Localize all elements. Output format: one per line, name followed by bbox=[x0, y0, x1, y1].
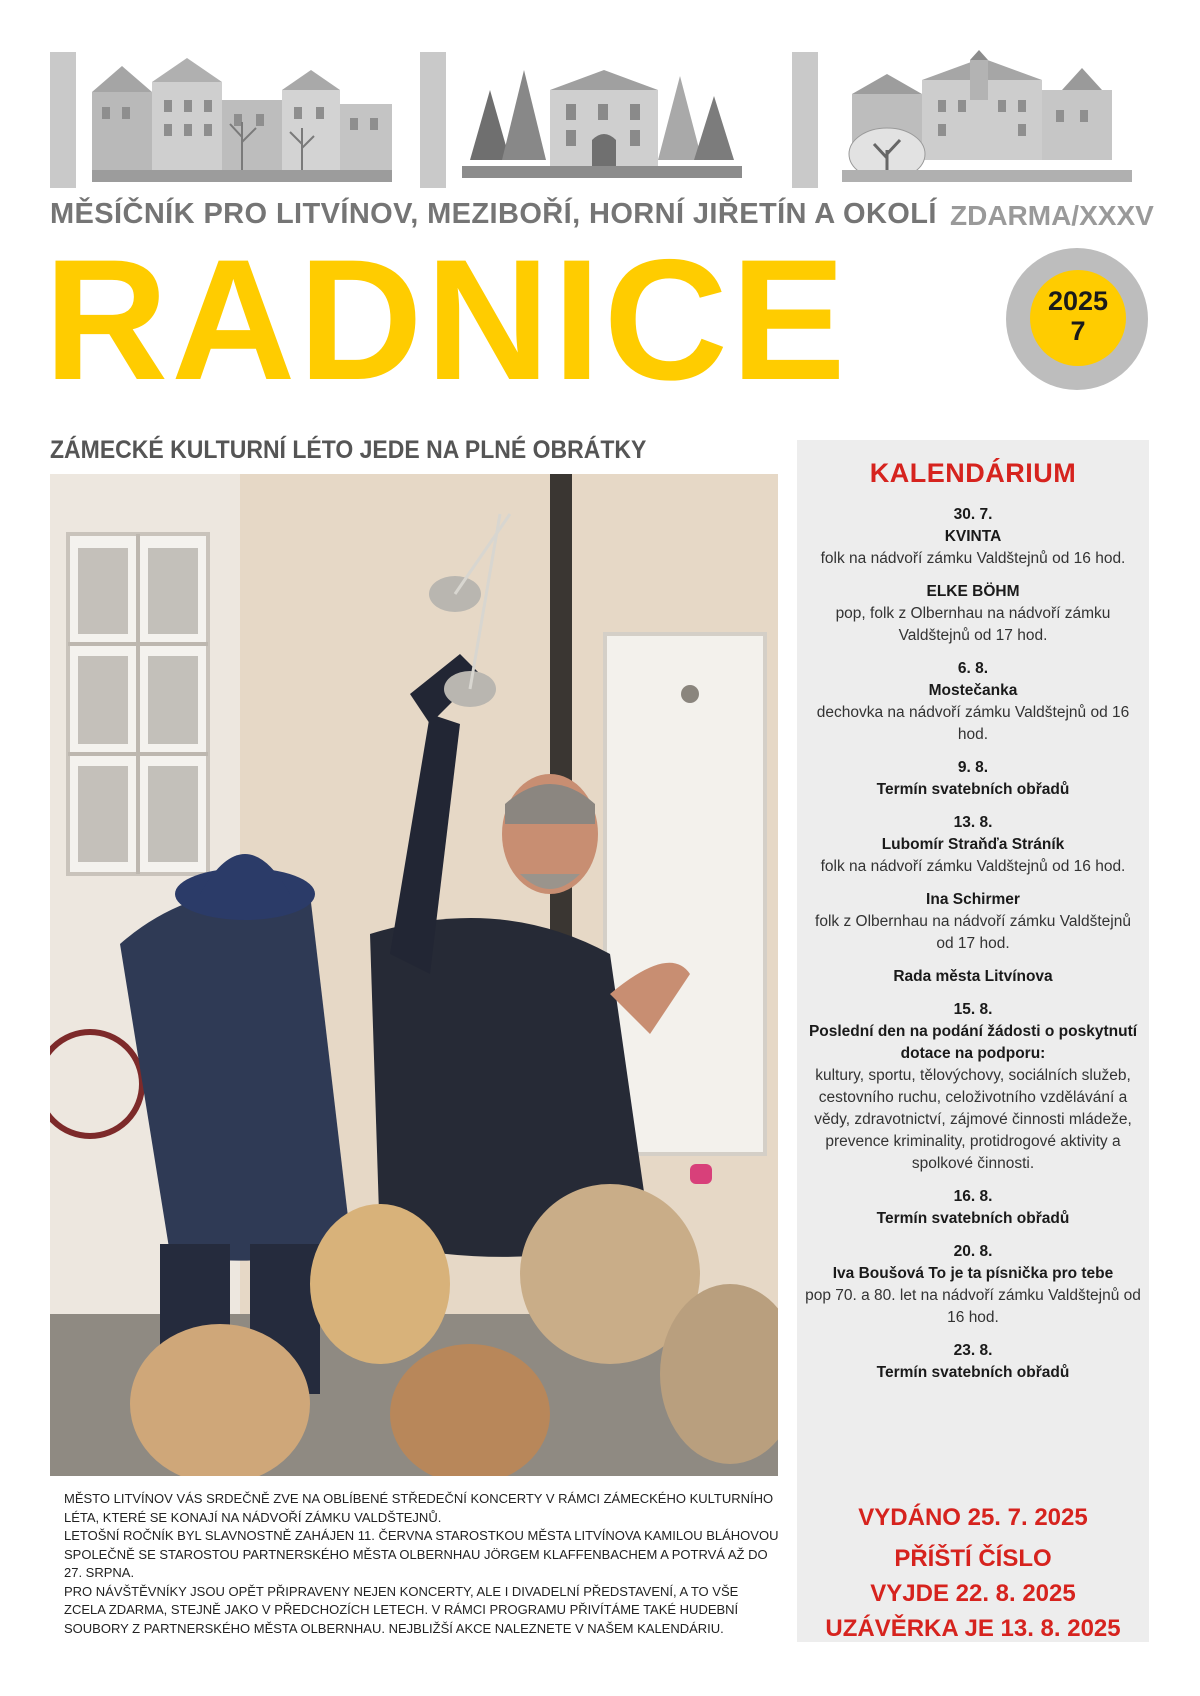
calendar-event bbox=[805, 966, 1141, 988]
calendar-event bbox=[805, 1340, 1141, 1384]
event-date: 30. 7. bbox=[953, 506, 993, 523]
calendar-event bbox=[805, 1241, 1141, 1329]
header-illustrations bbox=[0, 0, 1200, 200]
masthead-price: ZDARMA/XXXV bbox=[950, 200, 1154, 231]
event-name: Termín svatebních obřadů bbox=[876, 781, 1070, 798]
newspaper-title: RADNICE bbox=[44, 224, 849, 416]
event-date: 9. 8. bbox=[957, 759, 989, 776]
event-name: Lubomír Straňďa Stráník bbox=[881, 836, 1065, 853]
event-date: 15. 8. bbox=[953, 1001, 993, 1018]
event-name: KVINTA bbox=[944, 528, 1002, 545]
issued-date: VYDÁNO 25. 7. 2025 bbox=[858, 1504, 1088, 1531]
article-headline: ZÁMECKÉ KULTURNÍ LÉTO JEDE NA PLNÉ OBRÁTKY bbox=[50, 436, 647, 464]
calendar-title: KALENDÁRIUM bbox=[869, 458, 1077, 488]
event-name: ELKE BÖHM bbox=[926, 583, 1020, 600]
event-date: 23. 8. bbox=[953, 1342, 993, 1359]
event-date: 6. 8. bbox=[957, 660, 989, 677]
event-detail: folk na nádvoří zámku Valdštejnů od 16 hod. bbox=[820, 858, 1126, 875]
calendar-event bbox=[805, 812, 1141, 878]
event-name: Ina Schirmer bbox=[926, 891, 1020, 908]
article-photo bbox=[50, 474, 778, 1476]
calendar-event bbox=[805, 757, 1141, 801]
header-divider-bar bbox=[50, 52, 76, 188]
calendar-sidebar bbox=[797, 440, 1149, 1642]
fencing-performance-illustration bbox=[50, 474, 778, 1476]
header-divider-bar bbox=[792, 52, 818, 188]
calendar-event bbox=[805, 999, 1141, 1175]
calendar-events bbox=[805, 504, 1141, 1395]
event-name: Poslední den na podání žádosti o poskytnutí dotace na podporu: bbox=[808, 1023, 1138, 1062]
issue-info bbox=[797, 1500, 1149, 1646]
event-name: Termín svatebních obřadů bbox=[876, 1210, 1070, 1227]
event-date: 13. 8. bbox=[953, 814, 993, 831]
calendar-event bbox=[805, 581, 1141, 647]
article-caption bbox=[64, 1490, 780, 1638]
masthead-tagline: MĚSÍČNÍK PRO LITVÍNOV, MEZIBOŘÍ, HORNÍ JIŘETÍN A OKOLÍ bbox=[50, 198, 937, 230]
event-detail: pop, folk z Olbernhau na nádvoří zámku Valdštejnů od 17 hod. bbox=[835, 605, 1111, 644]
event-date: 16. 8. bbox=[953, 1188, 993, 1205]
chateau-illustration bbox=[462, 60, 742, 178]
caption-paragraph: MĚSTO LITVÍNOV VÁS SRDEČNĚ ZVE NA OBLÍBENÉ STŘEDEČNÍ KONCERTY V RÁMCI ZÁMECKÉHO KULTURNÍHO LÉTA, KTERÉ SE KONAJÍ NA NÁDVOŘÍ ZÁMKU VALDŠTEJNŮ. bbox=[64, 1491, 774, 1525]
header-divider-bar bbox=[420, 52, 446, 188]
issue-year: 2025 bbox=[1047, 286, 1109, 316]
calendar-event bbox=[805, 889, 1141, 955]
event-date: 20. 8. bbox=[953, 1243, 993, 1260]
next-issue-label: PŘÍŠTÍ ČÍSLO bbox=[894, 1545, 1052, 1572]
next-issue-date: VYJDE 22. 8. 2025 bbox=[870, 1580, 1076, 1607]
caption-paragraph: PRO NÁVŠTĚVNÍKY JSOU OPĚT PŘIPRAVENY NEJEN KONCERTY, ALE I DIVADELNÍ PŘEDSTAVENÍ, A TO VŠE ZCELA ZDARMA, STEJNĚ JAKO V PŘEDCHOZÍCH LETECH. V RÁMCI PROGRAMU PŘIVÍTÁME TAKÉ HUDEBNÍ SOUBORY Z PARTNERSKÉHO MĚSTA OLBERNHAU. NEJBLIŽŠÍ AKCE NALEZNETE V NAŠEM KALENDÁRIU. bbox=[64, 1583, 739, 1636]
town-square-illustration bbox=[92, 52, 392, 182]
deadline-date: UZÁVĚRKA JE 13. 8. 2025 bbox=[825, 1615, 1121, 1642]
event-detail: dechovka na nádvoří zámku Valdštejnů od 16 hod. bbox=[816, 704, 1130, 743]
event-detail: pop 70. a 80. let na nádvoří zámku Valdštejnů od 16 hod. bbox=[805, 1287, 1141, 1326]
event-name: Termín svatebních obřadů bbox=[876, 1364, 1070, 1381]
calendar-event bbox=[805, 1186, 1141, 1230]
caption-paragraph: LETOŠNÍ ROČNÍK BYL SLAVNOSTNĚ ZAHÁJEN 11. ČERVNA STAROSTKOU MĚSTA LITVÍNOVA KAMILOU BLÁHOVOU SPOLEČNĚ SE STAROSTOU PARTNERSKÉHO MĚSTA OLBERNHAU JÖRGEM KLAFFENBACHEM A POTRVÁ AŽ DO 27. SRPNA. bbox=[64, 1528, 779, 1580]
event-name: Iva Boušová To je ta písnička pro tebe bbox=[832, 1265, 1114, 1282]
event-name: Rada města Litvínova bbox=[893, 968, 1053, 985]
castle-illustration bbox=[842, 50, 1132, 182]
event-detail: folk z Olbernhau na nádvoří zámku Valdštejnů od 17 hod. bbox=[815, 913, 1131, 952]
event-detail: folk na nádvoří zámku Valdštejnů od 16 hod. bbox=[820, 550, 1126, 567]
issue-number: 7 bbox=[1070, 316, 1086, 346]
event-name: Mostečanka bbox=[928, 682, 1018, 699]
calendar-event bbox=[805, 658, 1141, 746]
calendar-event bbox=[805, 504, 1141, 570]
event-detail: kultury, sportu, tělovýchovy, sociálních služeb, cestovního ruchu, celoživotního vzdělávání a vědy, zdravotnictví, zájmové činnosti mládeže, prevence kriminality, protidrogové aktivity a spolkové činnosti. bbox=[814, 1067, 1132, 1172]
